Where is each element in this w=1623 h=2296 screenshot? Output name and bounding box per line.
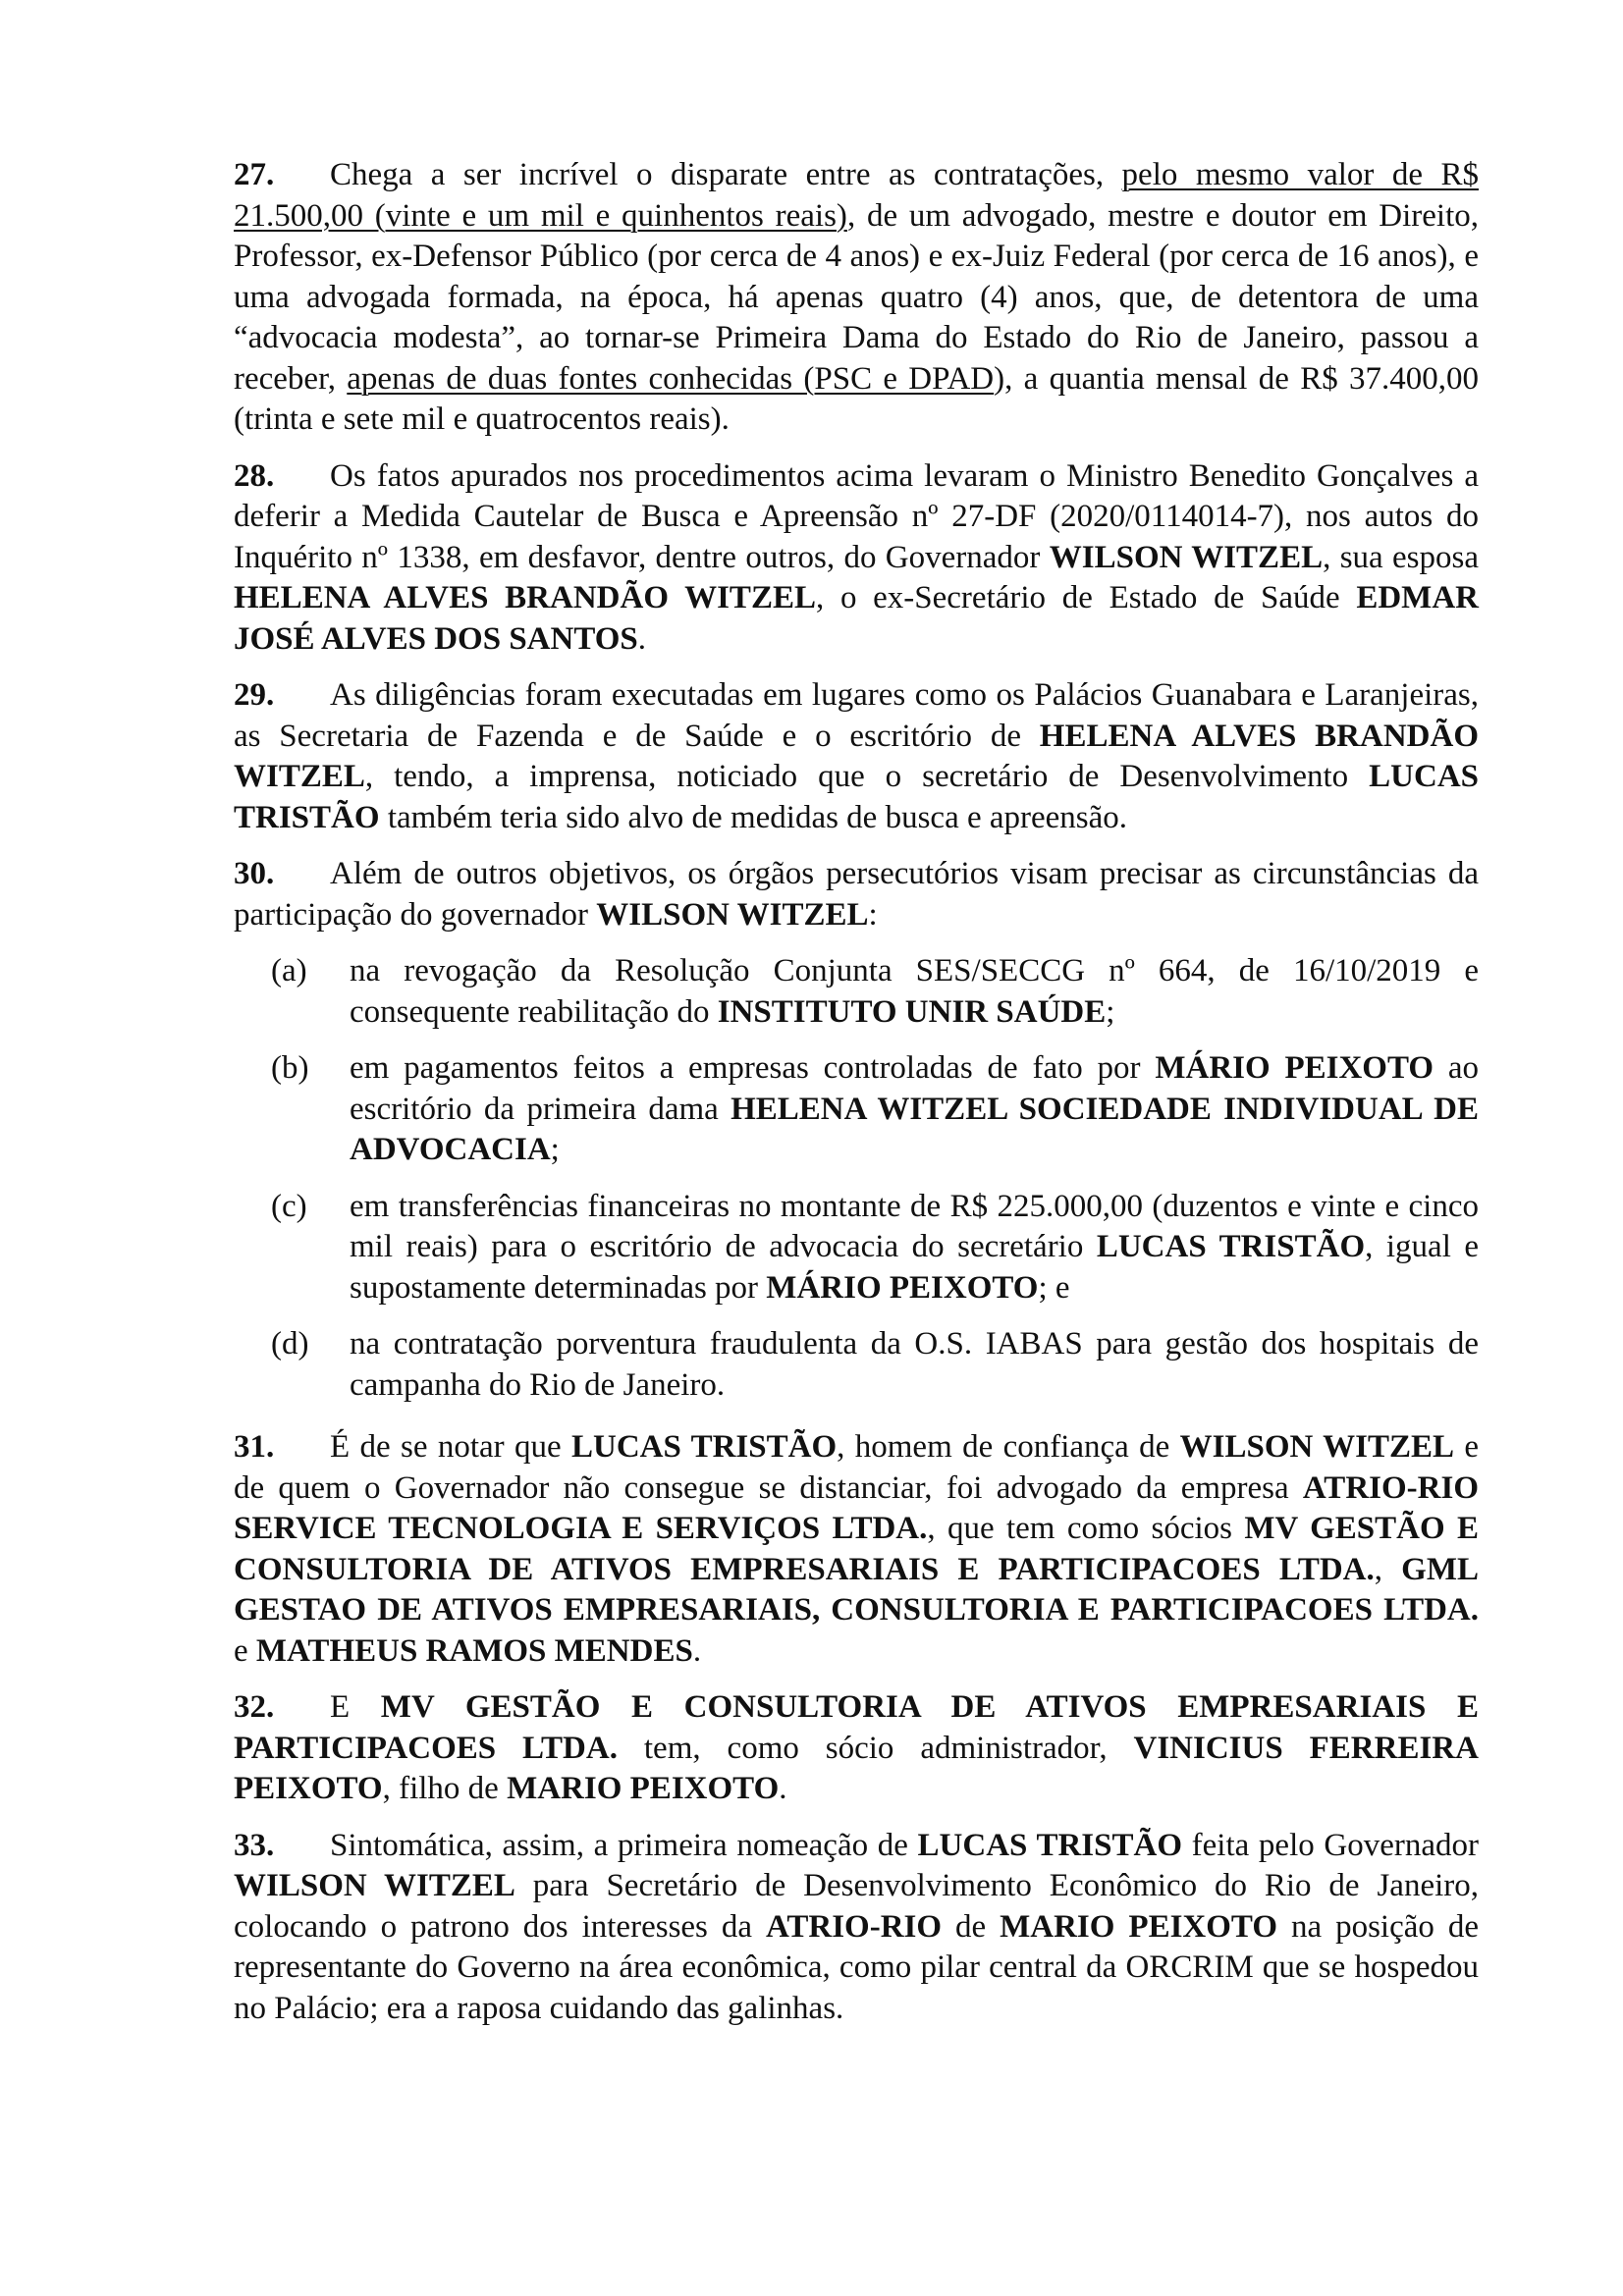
list-item — [234, 1048, 1479, 1171]
bold-text: MÁRIO PEIXOTO — [1155, 1050, 1434, 1086]
list-item-text — [350, 953, 1479, 1030]
text-run: para Secretário de Desenvolvimento Econômico do Rio de Janeiro, colocando o patrono dos interesses da — [234, 1868, 1479, 1945]
bold-text: GML GESTAO DE ATIVOS EMPRESARIAIS, CONSULTORIA E PARTICIPACOES LTDA. — [234, 1551, 1479, 1628]
bold-text: WILSON WITZEL — [1179, 1429, 1455, 1465]
paragraph-number: 31. — [234, 1429, 275, 1465]
text-run: , filho de — [382, 1771, 508, 1806]
text-run: na contratação porventura fraudulenta da O.S. IABAS para gestão dos hospitais de campanha do Rio de Janeiro. — [350, 1326, 1479, 1403]
text-run: , sua esposa — [1323, 539, 1480, 575]
numbered-paragraph — [234, 675, 1479, 838]
text-run: E — [330, 1689, 381, 1725]
text-run: , homem de confiança de — [837, 1429, 1180, 1465]
bold-text: WILSON WITZEL — [234, 1868, 515, 1903]
bold-text: LUCAS TRISTÃO — [570, 1429, 838, 1465]
text-run: , que tem como sócios — [927, 1511, 1245, 1546]
text-run: : — [868, 896, 878, 933]
text-run: também teria sido alvo de medidas de busca e apreensão. — [379, 799, 1128, 835]
text-run: ; — [550, 1132, 560, 1167]
list-item-marker: (d) — [271, 1326, 309, 1362]
bold-text: MARIO PEIXOTO — [1000, 1908, 1278, 1945]
list-item-marker: (b) — [271, 1050, 309, 1086]
paragraph-number: 29. — [234, 677, 275, 713]
bold-text: LUCAS TRISTÃO — [234, 759, 1479, 835]
text-run: de — [942, 1908, 1001, 1945]
bold-text: ATRIO-RIO — [765, 1908, 943, 1945]
text-run: . — [692, 1632, 702, 1669]
text-run: na posição de representante do Governo na área econômica, como pilar central da ORCRIM que se hospedou no Palácio; era a raposa cuidando das galinhas. — [234, 1908, 1479, 2026]
text-run: Os fatos apurados nos procedimentos acima levaram o Ministro Benedito Gonçalves a deferir a Medida Cautelar de Busca e Apreensão nº 27-DF (2020/0114014-7), nos autos do Inquérito nº 1338, em desfavor, dentre outros, do Governador — [234, 457, 1479, 575]
list-item-marker: (a) — [271, 953, 307, 988]
objectives-list — [234, 951, 1479, 1406]
text-run: Chega a ser incrível o disparate entre as contratações, — [330, 157, 1122, 192]
list-item-text — [350, 1189, 1479, 1306]
paragraph-number: 28. — [234, 457, 275, 494]
bold-text: MÁRIO PEIXOTO — [766, 1269, 1039, 1306]
text-run: e de quem o Governador não consegue se distanciar, foi advogado da empresa — [234, 1429, 1480, 1506]
numbered-paragraph — [234, 456, 1479, 661]
text-run: Além de outros objetivos, os órgãos persecutórios visam precisar as circunstâncias da participação do governador — [234, 856, 1479, 933]
underlined-text: apenas de duas fontes conhecidas (PSC e DPAD — [347, 360, 995, 397]
text-run: , tendo, a imprensa, noticiado que o secretário de Desenvolvimento — [364, 759, 1370, 794]
text-run: , — [1374, 1551, 1402, 1587]
numbered-paragraph — [234, 1687, 1479, 1810]
text-run: feita pelo Governador — [1182, 1827, 1480, 1863]
bold-text: ATRIO-RIO SERVICE TECNOLOGIA E SERVIÇOS LTDA. — [234, 1469, 1479, 1546]
text-run: ), a quantia mensal de R$ 37.400,00 (trinta e sete mil e quatrocentos reais). — [234, 360, 1479, 437]
bold-text: VINICIUS FERREIRA PEIXOTO — [234, 1730, 1479, 1806]
paragraph-number: 27. — [234, 157, 275, 192]
bold-text: MARIO PEIXOTO — [507, 1771, 780, 1806]
underlined-text: pelo mesmo valor de R$ 21.500,00 (vinte e um mil e quinhentos reais) — [234, 157, 1479, 234]
paragraph-number: 33. — [234, 1827, 275, 1863]
text-run: , o ex-Secretário de Estado de Saúde — [815, 580, 1357, 615]
document-body — [234, 155, 1479, 2045]
list-item-text — [350, 1326, 1479, 1403]
numbered-paragraph — [234, 1427, 1479, 1672]
text-run: ; — [1106, 993, 1115, 1030]
bold-text: LUCAS TRISTÃO — [1096, 1229, 1366, 1264]
bold-text: WILSON WITZEL — [1049, 539, 1324, 575]
bold-text: HELENA ALVES BRANDÃO WITZEL — [234, 718, 1479, 794]
numbered-paragraph — [234, 155, 1479, 441]
numbered-paragraph — [234, 1826, 1479, 2030]
text-run: na revogação da Resolução Conjunta SES/SECCG nº 664, de 16/10/2019 e consequente reabilitação do — [350, 953, 1479, 1030]
list-item — [234, 951, 1479, 1033]
text-run: , igual e supostamente determinadas por — [350, 1229, 1479, 1306]
bold-text: HELENA ALVES BRANDÃO WITZEL — [234, 580, 816, 615]
text-run: e — [234, 1632, 256, 1669]
numbered-paragraph — [234, 854, 1479, 935]
text-run: tem, como sócio administrador, — [617, 1730, 1134, 1766]
text-run: ao escritório da primeira dama — [350, 1050, 1479, 1127]
bold-text: MATHEUS RAMOS MENDES — [255, 1632, 693, 1669]
text-run: É de se notar que — [330, 1429, 571, 1465]
text-run: . — [779, 1771, 787, 1806]
text-run: Sintomática, assim, a primeira nomeação de — [330, 1827, 918, 1863]
bold-text: EDMAR JOSÉ ALVES DOS SANTOS — [234, 580, 1479, 657]
text-run: em transferências financeiras no montante de R$ 225.000,00 (duzentos e vinte e cinco mil reais) para o escritório de advocacia do secretário — [350, 1188, 1479, 1264]
bold-text: MV GESTÃO E CONSULTORIA DE ATIVOS EMPRESARIAIS E PARTICIPACOES LTDA. — [234, 1689, 1479, 1766]
paragraph-number: 32. — [234, 1689, 275, 1725]
paragraph-number: 30. — [234, 856, 275, 891]
text-run: . — [637, 620, 647, 657]
text-run: em pagamentos feitos a empresas controladas de fato por — [350, 1050, 1156, 1086]
text-run: ; e — [1038, 1269, 1070, 1306]
text-run: As diligências foram executadas em lugares como os Palácios Guanabara e Laranjeiras, as Secretaria de Fazenda e de Saúde e o escritório de — [234, 677, 1479, 754]
list-item — [234, 1187, 1479, 1309]
list-item — [234, 1324, 1479, 1406]
list-item-marker: (c) — [271, 1188, 307, 1224]
paragraph-group-upper — [234, 155, 1479, 935]
bold-text: HELENA WITZEL SOCIEDADE INDIVIDUAL DE ADVOCACIA — [350, 1091, 1479, 1167]
bold-text: LUCAS TRISTÃO — [917, 1827, 1183, 1863]
bold-text: INSTITUTO UNIR SAÚDE — [717, 993, 1107, 1030]
bold-text: MV GESTÃO E CONSULTORIA DE ATIVOS EMPRESARIAIS E PARTICIPACOES LTDA. — [234, 1511, 1479, 1587]
text-run: , de um advogado, mestre e doutor em Direito, Professor, ex-Defensor Público (por cerca de 4 anos) e ex-Juiz Federal (por cerca de 16 anos), e uma advogada formada, na época, há apenas quatro (4) anos, que, de detentora de uma “advocacia modesta”, ao tornar-se Primeira Dama do Estado do Rio de Janeiro, passou a receber, — [234, 197, 1479, 397]
paragraph-group-lower — [234, 1427, 1479, 2029]
bold-text: WILSON WITZEL — [596, 896, 869, 933]
list-item-text — [350, 1050, 1479, 1167]
